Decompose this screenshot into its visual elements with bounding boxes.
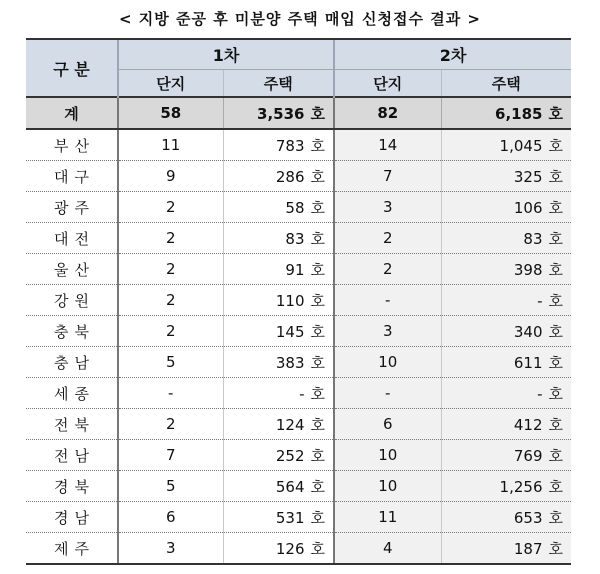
- table-row: [26, 471, 571, 502]
- header-round-2: 2차: [334, 39, 571, 70]
- region-name: 울산: [26, 254, 118, 285]
- round1-housing-cell: [223, 440, 334, 471]
- unit-label: 호: [548, 136, 563, 155]
- round1-housing: 124: [275, 415, 305, 434]
- total-label: 계: [26, 97, 118, 129]
- unit-label: 호: [548, 539, 563, 558]
- round2-housing: 325: [513, 167, 543, 186]
- round2-housing: 106: [513, 198, 543, 217]
- total-round1-housing: 3,536: [257, 104, 305, 123]
- region-name: 세종: [26, 378, 118, 409]
- table-row: [26, 347, 571, 378]
- table-row: [26, 440, 571, 471]
- round1-housing-cell: [223, 129, 334, 161]
- unit-label: 호: [310, 136, 325, 155]
- round1-complex: 6: [118, 502, 223, 533]
- round2-housing-cell: [441, 254, 571, 285]
- round2-housing-cell: [441, 378, 571, 409]
- round1-complex: -: [118, 378, 223, 409]
- unit-label: 호: [548, 353, 563, 372]
- unit-label: 호: [310, 167, 325, 186]
- round2-housing: -: [537, 291, 543, 310]
- round1-housing: 145: [275, 322, 305, 341]
- total-round2-housing-cell: [441, 97, 571, 129]
- region-name: 광주: [26, 192, 118, 223]
- round2-complex: 10: [334, 440, 441, 471]
- unit-label: 호: [310, 384, 325, 403]
- round2-housing-cell: [441, 285, 571, 316]
- table-row: [26, 533, 571, 565]
- round1-housing: 531: [275, 508, 305, 527]
- round2-complex: -: [334, 378, 441, 409]
- round1-housing-cell: [223, 316, 334, 347]
- round2-housing-cell: [441, 316, 571, 347]
- unit-label: 호: [548, 508, 563, 527]
- round1-housing-cell: [223, 378, 334, 409]
- round1-housing: 83: [285, 229, 305, 248]
- unit-label: 호: [548, 104, 563, 123]
- round1-housing-cell: [223, 254, 334, 285]
- round2-housing-cell: [441, 440, 571, 471]
- round2-complex: 11: [334, 502, 441, 533]
- round2-housing: 769: [513, 446, 543, 465]
- application-results-table: [26, 38, 571, 565]
- header-round2-complex: 단지: [334, 70, 441, 98]
- region-name: 부산: [26, 129, 118, 161]
- round2-complex: 2: [334, 223, 441, 254]
- round2-complex: 3: [334, 192, 441, 223]
- round2-housing-cell: [441, 502, 571, 533]
- round2-housing: 398: [513, 260, 543, 279]
- round2-housing-cell: [441, 409, 571, 440]
- region-name: 충북: [26, 316, 118, 347]
- round1-housing: 58: [285, 198, 305, 217]
- round1-complex: 5: [118, 347, 223, 378]
- round1-housing: 286: [275, 167, 305, 186]
- round1-complex: 9: [118, 161, 223, 192]
- round2-complex: 2: [334, 254, 441, 285]
- table-row: [26, 285, 571, 316]
- round2-housing: 1,256: [499, 477, 543, 496]
- unit-label: 호: [548, 477, 563, 496]
- unit-label: 호: [548, 167, 563, 186]
- region-name: 충남: [26, 347, 118, 378]
- round1-housing: 783: [275, 136, 305, 155]
- round1-complex: 5: [118, 471, 223, 502]
- unit-label: 호: [310, 322, 325, 341]
- round2-housing-cell: [441, 161, 571, 192]
- round2-complex: 7: [334, 161, 441, 192]
- region-name: 전북: [26, 409, 118, 440]
- region-name: 경남: [26, 502, 118, 533]
- region-name: 대구: [26, 161, 118, 192]
- unit-label: 호: [310, 291, 325, 310]
- round1-housing-cell: [223, 409, 334, 440]
- table-row: [26, 129, 571, 161]
- header-round1-housing: 주택: [223, 70, 334, 98]
- round2-complex: 10: [334, 471, 441, 502]
- header-category: 구 분: [26, 39, 118, 97]
- table-row: [26, 502, 571, 533]
- header-round2-housing: 주택: [441, 70, 571, 98]
- round2-housing: 412: [513, 415, 543, 434]
- round2-housing-cell: [441, 347, 571, 378]
- round1-housing: 126: [275, 539, 305, 558]
- round1-housing: -: [299, 384, 305, 403]
- unit-label: 호: [310, 104, 325, 123]
- header-round1-complex: 단지: [118, 70, 223, 98]
- unit-label: 호: [310, 198, 325, 217]
- region-name: 대전: [26, 223, 118, 254]
- round2-complex: 4: [334, 533, 441, 565]
- total-round2-housing: 6,185: [495, 104, 543, 123]
- round1-housing-cell: [223, 285, 334, 316]
- unit-label: 호: [310, 539, 325, 558]
- region-name: 경북: [26, 471, 118, 502]
- round2-complex: -: [334, 285, 441, 316]
- round1-housing-cell: [223, 161, 334, 192]
- table-row: [26, 192, 571, 223]
- round1-complex: 7: [118, 440, 223, 471]
- round2-complex: 14: [334, 129, 441, 161]
- round2-housing: 340: [513, 322, 543, 341]
- round1-complex: 2: [118, 254, 223, 285]
- unit-label: 호: [548, 291, 563, 310]
- round2-complex: 10: [334, 347, 441, 378]
- round2-housing: 1,045: [499, 136, 543, 155]
- round1-housing: 383: [275, 353, 305, 372]
- unit-label: 호: [310, 477, 325, 496]
- round1-housing: 252: [275, 446, 305, 465]
- round1-housing-cell: [223, 502, 334, 533]
- unit-label: 호: [310, 260, 325, 279]
- unit-label: 호: [548, 446, 563, 465]
- round2-housing: -: [537, 384, 543, 403]
- round2-housing-cell: [441, 223, 571, 254]
- round1-complex: 3: [118, 533, 223, 565]
- unit-label: 호: [310, 229, 325, 248]
- region-name: 제주: [26, 533, 118, 565]
- table-row: [26, 378, 571, 409]
- unit-label: 호: [310, 353, 325, 372]
- total-round2-complex: 82: [334, 97, 441, 129]
- header-round-1: 1차: [118, 39, 334, 70]
- table-row: [26, 161, 571, 192]
- round2-housing: 187: [513, 539, 543, 558]
- table-title: < 지방 준공 후 미분양 주택 매입 신청접수 결과 >: [119, 10, 481, 28]
- unit-label: 호: [548, 322, 563, 341]
- round2-complex: 6: [334, 409, 441, 440]
- unit-label: 호: [548, 198, 563, 217]
- total-round1-housing-cell: [223, 97, 334, 129]
- unit-label: 호: [548, 415, 563, 434]
- region-name: 강원: [26, 285, 118, 316]
- round1-housing-cell: [223, 533, 334, 565]
- round2-housing: 611: [513, 353, 543, 372]
- header-row-rounds: [26, 39, 571, 70]
- unit-label: 호: [310, 446, 325, 465]
- round1-housing: 110: [275, 291, 305, 310]
- table-row: [26, 254, 571, 285]
- round1-housing-cell: [223, 347, 334, 378]
- table-row: [26, 223, 571, 254]
- round1-complex: 11: [118, 129, 223, 161]
- round1-complex: 2: [118, 409, 223, 440]
- unit-label: 호: [548, 229, 563, 248]
- round1-housing: 91: [285, 260, 305, 279]
- unit-label: 호: [310, 508, 325, 527]
- round1-complex: 2: [118, 285, 223, 316]
- round1-complex: 2: [118, 316, 223, 347]
- round1-housing-cell: [223, 192, 334, 223]
- round2-housing: 653: [513, 508, 543, 527]
- round2-housing-cell: [441, 192, 571, 223]
- total-row: [26, 97, 571, 129]
- round2-housing: 83: [523, 229, 543, 248]
- unit-label: 호: [548, 384, 563, 403]
- table-row: [26, 316, 571, 347]
- round2-complex: 3: [334, 316, 441, 347]
- round1-complex: 2: [118, 192, 223, 223]
- region-name: 전남: [26, 440, 118, 471]
- round1-housing-cell: [223, 223, 334, 254]
- round2-housing-cell: [441, 471, 571, 502]
- round1-housing: 564: [275, 477, 305, 496]
- round2-housing-cell: [441, 533, 571, 565]
- unit-label: 호: [310, 415, 325, 434]
- round1-housing-cell: [223, 471, 334, 502]
- unit-label: 호: [548, 260, 563, 279]
- total-round1-complex: 58: [118, 97, 223, 129]
- round1-complex: 2: [118, 223, 223, 254]
- table-row: [26, 409, 571, 440]
- round2-housing-cell: [441, 129, 571, 161]
